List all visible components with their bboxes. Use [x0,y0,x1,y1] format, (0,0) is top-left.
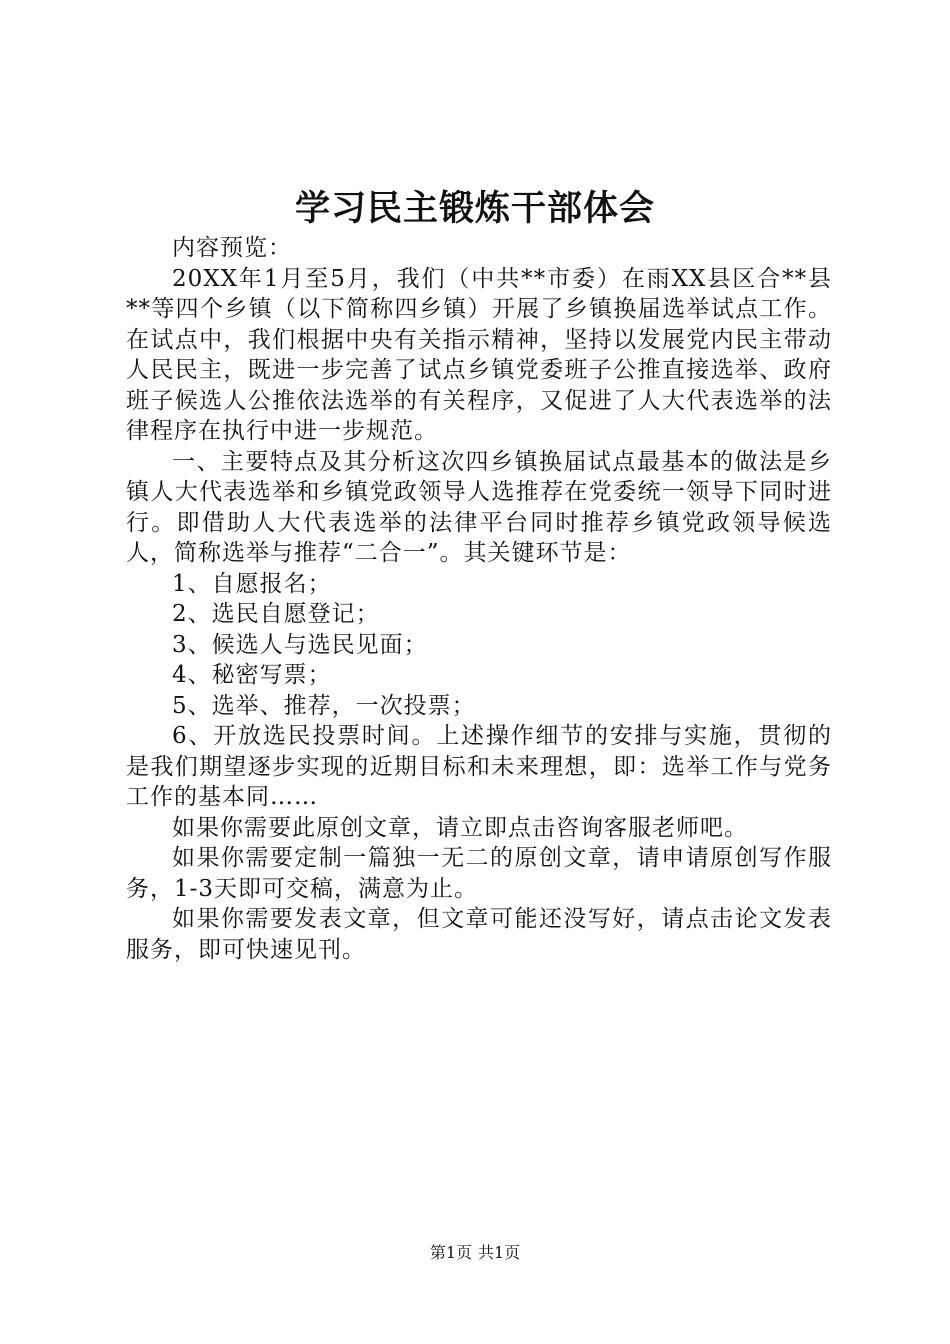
list-item: 4、秘密写票； [172,662,332,688]
promo-paragraph: 如果你需要定制一篇独一无二的原创文章，请申请原创写作服务，1-3天即可交稿，满意为止。 [126,845,832,902]
document-body [126,233,832,965]
page-number: 第1页 [429,1243,472,1262]
list-item: 6、开放选民投票时间。上述操作细节的安排与实施，贯彻的是我们期望逐步实现的近期目标和未来理想，即：选举工作与党务工作的基本同…… [126,723,832,810]
intro-paragraph: 20XX年1月至5月，我们（中共**市委）在雨XX县区合**县**等四个乡镇（以下简称四乡镇）开展了乡镇换届选举试点工作。在试点中，我们根据中央有关指示精神，坚持以发展党内民主带动人民民主，既进一步完善了试点乡镇党委班子公推直接选举、政府班子候选人公推依法选举的有关程序，又促进了人大代表选举的法律程序在执行中进一步规范。 [126,265,832,444]
page-total: 共1页 [478,1243,521,1262]
list-item: 5、选举、推荐，一次投票； [172,692,476,719]
list-item: 2、选民自愿登记； [172,601,380,627]
preview-label: 内容预览： [172,235,292,261]
list-item: 3、候选人与选民见面； [172,631,428,658]
section-one-paragraph: 一、主要特点及其分析这次四乡镇换届试点最基本的做法是乡镇人大代表选举和乡镇党政领导人选推荐在党委统一领导下同时进行。即借助人大代表选举的法律平台同时推荐乡镇党政领导候选人，简称选举与推荐“二合一”。其关键环节是： [126,448,832,566]
promo-paragraph: 如果你需要发表文章，但文章可能还没写好，请点击论文发表服务，即可快速见刊。 [126,906,832,963]
page-footer [0,1242,950,1264]
promo-paragraph: 如果你需要此原创文章，请立即点击咨询客服老师吧。 [172,814,748,841]
list-item: 1、自愿报名； [172,570,332,597]
page-title: 学习民主锻炼干部体会 [294,189,655,229]
